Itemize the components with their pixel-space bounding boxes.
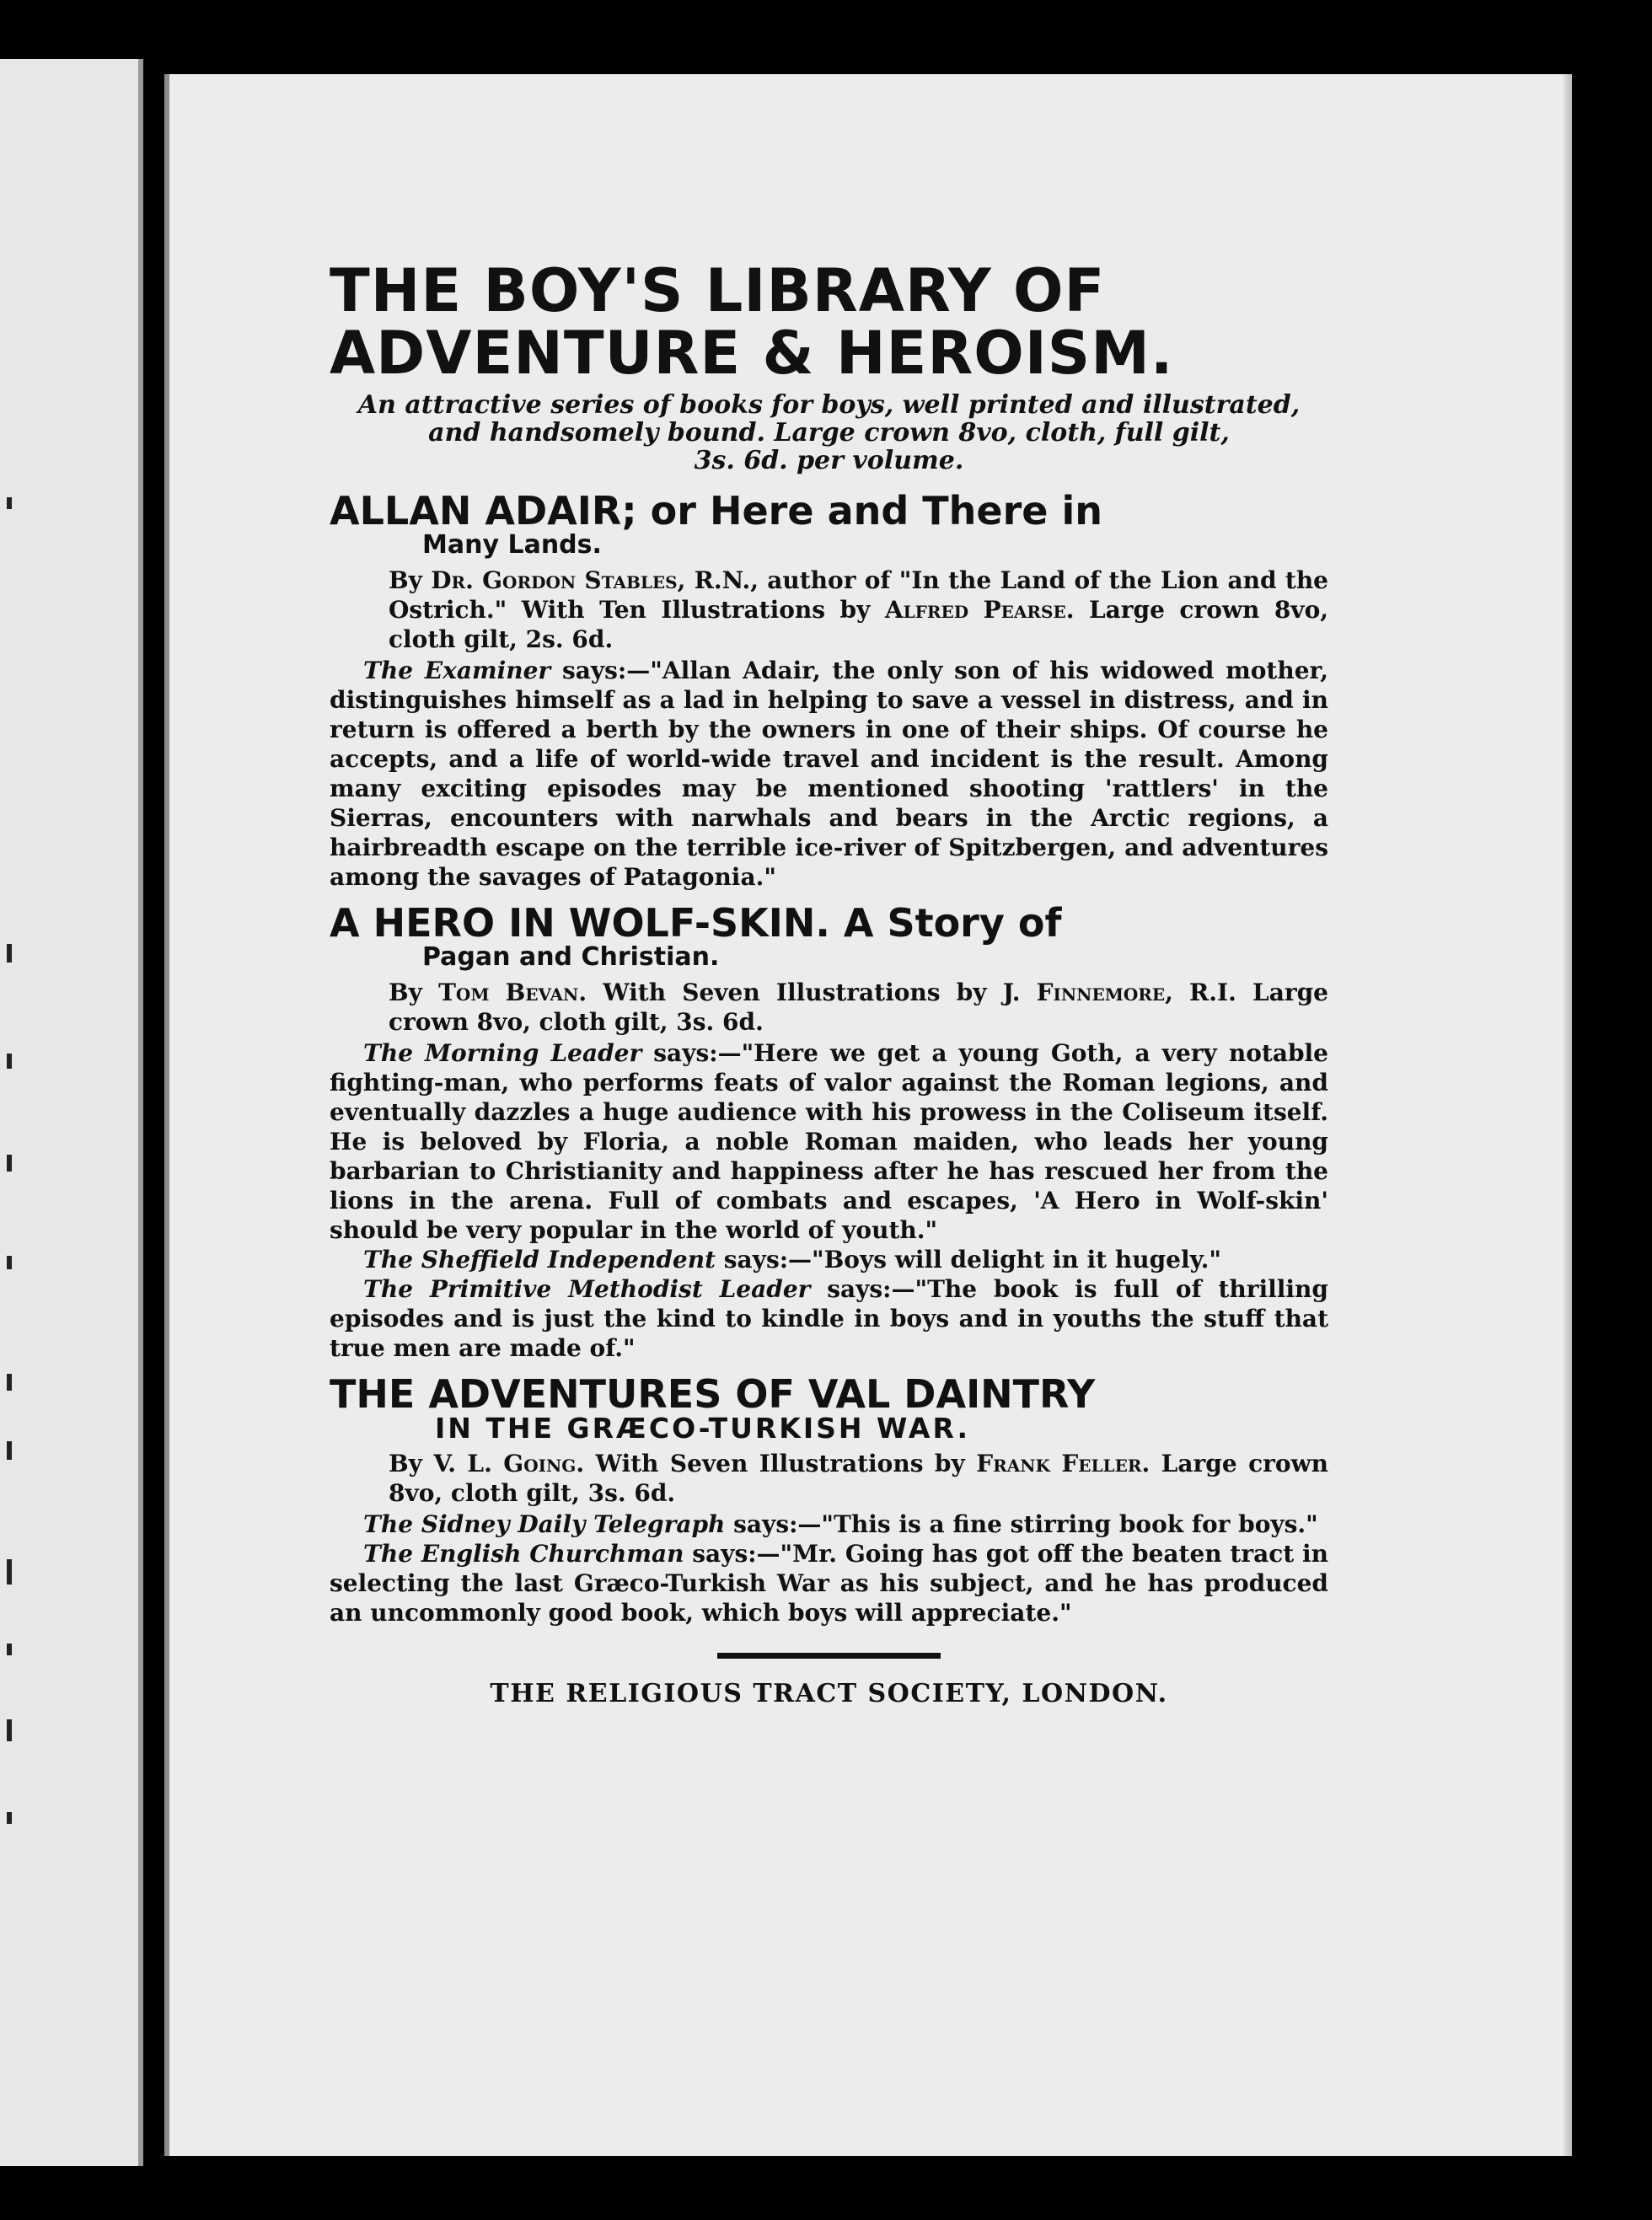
press-review [330, 1509, 1328, 1539]
facing-page-mark [7, 1256, 12, 1269]
review-text: says:—"Allan Adair, the only son of his widowed mother, distinguishes himself as a lad in helping to save a vessel in distress, and in return is offered a berth by the owners in one of their ships. Of course he accepts, and a life of world-wide travel and incident is the result. Among many exciting episodes may be mentioned shooting 'rattlers' in the Sierras, encounters with narwhals and bears in the Arctic regions, a hairbreadth escape on the terrible ice-river of Spitzbergen, and adventures among the savages of Patagonia." [330, 657, 1328, 891]
illustrator-name: J. Finnemore [1002, 979, 1166, 1006]
press-review [330, 1274, 1328, 1363]
book-entry-allan-adair [330, 490, 1328, 892]
publisher-imprint: THE RELIGIOUS TRACT SOCIETY, LONDON. [490, 1679, 1168, 1708]
review-text: says:—"Mr. Going has got off the beaten tract in selecting the last Græco-Turkish War as his subject, and he has produced an uncommonly good book, which boys will appreciate." [330, 1540, 1328, 1627]
document-page [164, 74, 1572, 2156]
press-review [330, 1245, 1328, 1274]
library-title-line-1: THE BOY'S LIBRARY OF [330, 256, 1106, 325]
advertisement-content [330, 256, 1329, 1708]
illustrator-name: Alfred Pearse [884, 596, 1066, 624]
book-entry-val-daintry [330, 1373, 1328, 1627]
newspaper-name: The Sheffield Independent [363, 1246, 716, 1274]
series-description-line-2: and handsomely bound. Large crown 8vo, cloth, full gilt, [428, 418, 1230, 448]
facing-page-mark [7, 1719, 12, 1741]
press-review [330, 1038, 1328, 1245]
author-name: Dr. Gordon Stables [431, 566, 678, 594]
author-name: V. L. Going [433, 1450, 577, 1477]
facing-page-mark [7, 497, 12, 509]
book-title: ALLAN ADAIR; or Here and There in [330, 488, 1103, 534]
facing-page-mark [7, 1812, 12, 1824]
book-byline: By Tom Bevan. With Seven Illustrations by J. Finnemore, R.I. Large crown 8vo, cloth gilt, 3s. 6d. [389, 979, 1328, 1036]
newspaper-name: The Morning Leader [363, 1039, 642, 1067]
book-entry-hero-in-wolf-skin [330, 902, 1328, 1363]
library-title-line-2: ADVENTURE & HEROISM. [330, 319, 1174, 388]
press-review [330, 1539, 1328, 1627]
facing-page-mark [7, 1559, 12, 1585]
book-subtitle: Many Lands. [422, 530, 602, 560]
review-text: says:—"The book is full of thrilling episodes and is just the kind to kindle in boys and in youths the stuff that true men are made of." [330, 1275, 1328, 1362]
series-description-line-1: An attractive series of books for boys, well printed and illustrated, [357, 390, 1301, 420]
book-subtitle: IN THE GRÆCO-TURKISH WAR. [435, 1412, 971, 1445]
book-byline: By V. L. Going. With Seven Illustrations by Frank Feller. Large crown 8vo, cloth gilt, 3s. 6d. [389, 1450, 1329, 1507]
newspaper-name: The Examiner [363, 657, 551, 684]
review-text: says:—"Boys will delight in it hugely." [716, 1246, 1221, 1274]
series-description [330, 391, 1328, 475]
facing-page-mark [7, 1054, 12, 1069]
book-subtitle: Pagan and Christian. [422, 942, 720, 972]
book-title: THE ADVENTURES OF VAL DAINTRY [330, 1371, 1096, 1417]
facing-page-mark [7, 1441, 12, 1460]
facing-page-mark [7, 1155, 12, 1172]
facing-page-mark [7, 1374, 12, 1391]
newspaper-name: The Primitive Methodist Leader [363, 1275, 811, 1303]
review-text: says:—"Here we get a young Goth, a very notable fighting-man, who performs feats of valor against the Roman legions, and eventually dazzles a huge audience with his prowess in the Coliseum itself. He is beloved by Floria, a noble Roman maiden, who leads her young barbarian to Christianity and happiness after he has rescued her from the lions in the arena. Full of combats and escapes, 'A Hero in Wolf-skin' should be very popular in the world of youth." [330, 1039, 1328, 1244]
facing-page-edge [0, 59, 143, 2166]
review-text: says:—"This is a fine stirring book for boys." [725, 1510, 1318, 1538]
series-description-line-3: 3s. 6d. per volume. [694, 446, 964, 475]
author-name: Tom Bevan [438, 979, 579, 1006]
facing-page-mark [7, 944, 12, 963]
facing-page-mark [7, 1644, 12, 1655]
book-title: A HERO IN WOLF-SKIN. A Story of [330, 900, 1062, 946]
illustrator-name: Frank Feller [976, 1450, 1142, 1477]
divider-rule [717, 1653, 941, 1659]
newspaper-name: The Sidney Daily Telegraph [363, 1510, 726, 1538]
press-review [330, 656, 1328, 892]
book-byline: By Dr. Gordon Stables, R.N., author of "In the Land of the Lion and the Ostrich." With Ten Illustrations by Alfred Pearse. Large crown 8vo, cloth gilt, 2s. 6d. [389, 566, 1329, 653]
newspaper-name: The English Churchman [363, 1540, 684, 1568]
